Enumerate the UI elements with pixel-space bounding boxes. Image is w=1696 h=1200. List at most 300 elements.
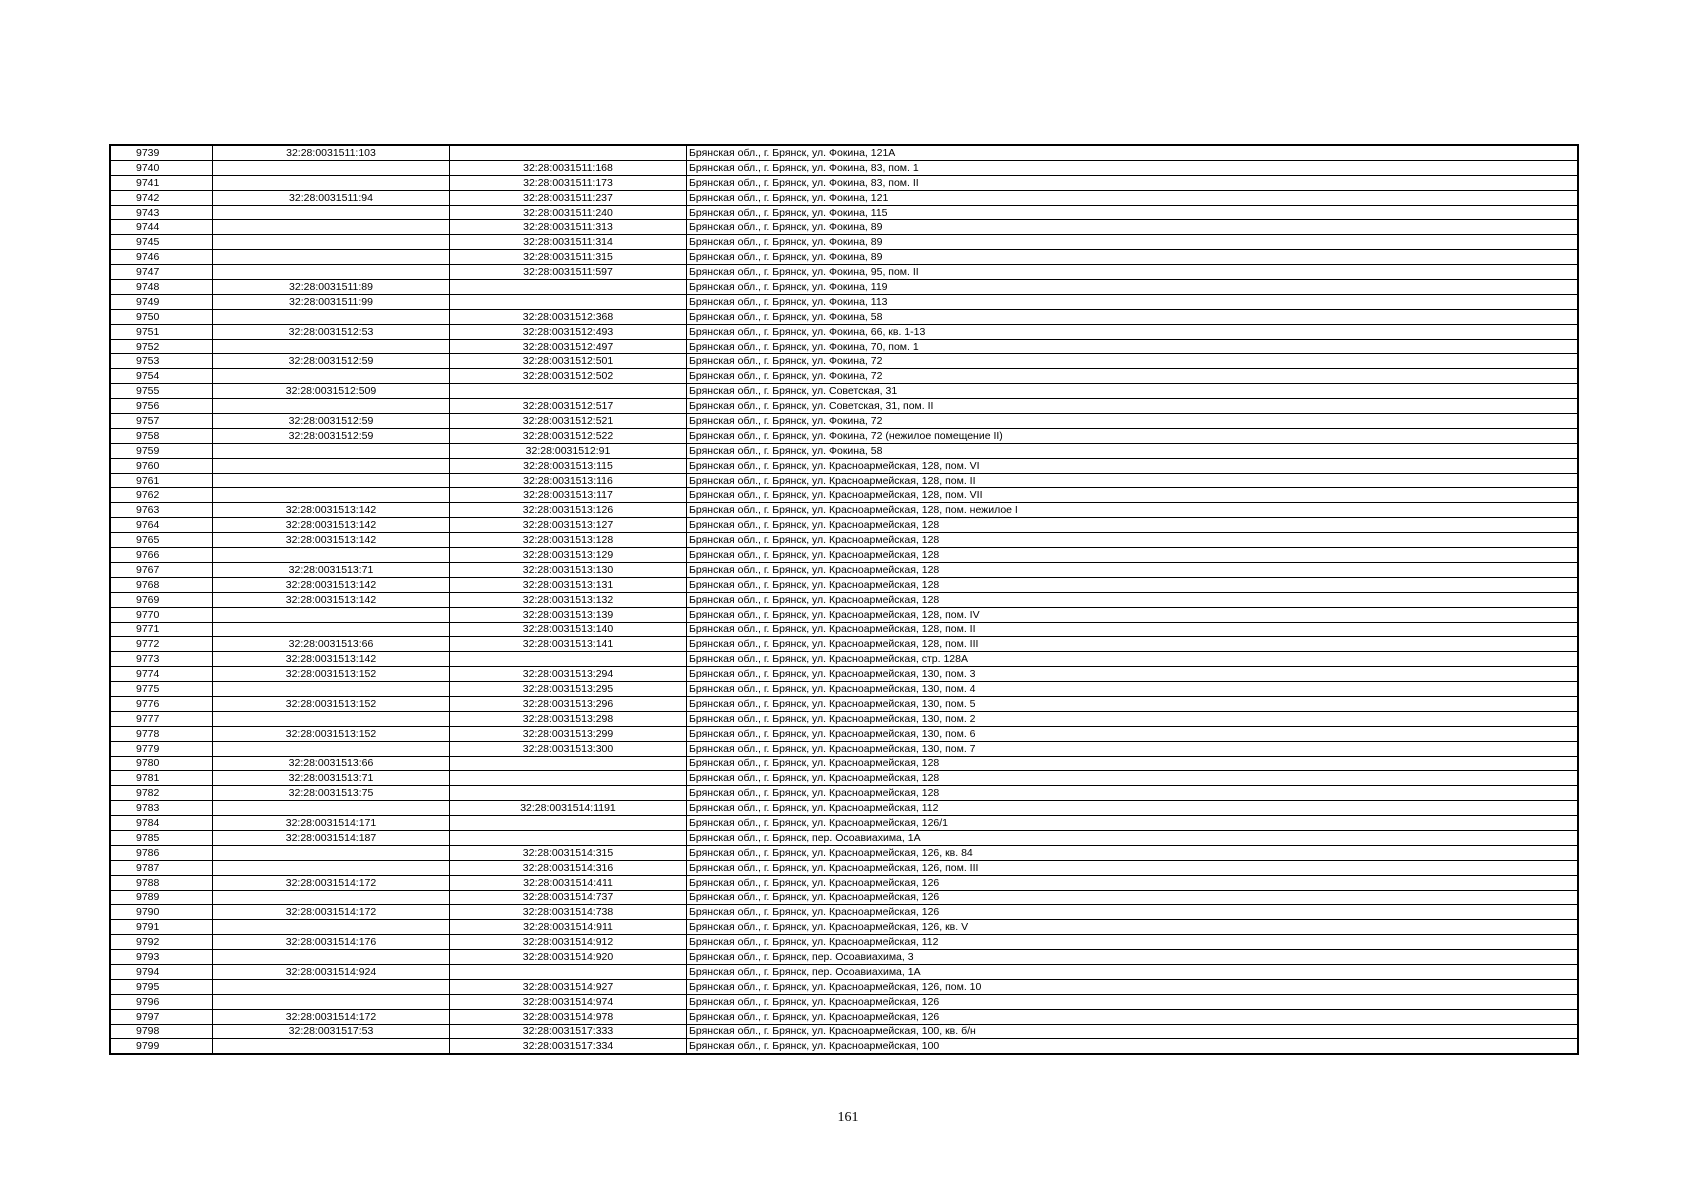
- table-row: [110, 786, 1578, 801]
- table-row: [110, 682, 1578, 697]
- table-row: [110, 726, 1578, 741]
- parcel-number-cell: 32:28:0031514:187: [213, 830, 450, 845]
- parcel-number-cell: 32:28:0031514:172: [213, 905, 450, 920]
- table-row: [110, 950, 1578, 965]
- address-cell: Брянская обл., г. Брянск, ул. Фокина, 115: [687, 205, 1579, 220]
- object-number-cell: 32:28:0031513:126: [450, 503, 687, 518]
- object-number-cell: 32:28:0031513:141: [450, 637, 687, 652]
- address-cell: Брянская обл., г. Брянск, пер. Осоавиахима, 1А: [687, 830, 1579, 845]
- row-number-cell: 9744: [110, 220, 213, 235]
- address-cell: Брянская обл., г. Брянск, ул. Красноармейская, 128: [687, 771, 1579, 786]
- address-cell: Брянская обл., г. Брянск, ул. Фокина, 70, пом. 1: [687, 339, 1579, 354]
- page-number: 161: [837, 1110, 859, 1125]
- parcel-number-cell: 32:28:0031513:66: [213, 756, 450, 771]
- object-number-cell: [450, 145, 687, 160]
- parcel-number-cell: 32:28:0031513:152: [213, 696, 450, 711]
- address-cell: Брянская обл., г. Брянск, ул. Красноармейская, 128: [687, 518, 1579, 533]
- table-row: [110, 562, 1578, 577]
- address-cell: Брянская обл., г. Брянск, ул. Красноармейская, 130, пом. 6: [687, 726, 1579, 741]
- parcel-number-cell: 32:28:0031512:59: [213, 354, 450, 369]
- address-cell: Брянская обл., г. Брянск, ул. Красноармейская, 128: [687, 786, 1579, 801]
- row-number-cell: 9765: [110, 533, 213, 548]
- row-number-cell: 9768: [110, 577, 213, 592]
- table-row: [110, 145, 1578, 160]
- address-cell: Брянская обл., г. Брянск, ул. Фокина, 72 (нежилое помещение II): [687, 428, 1579, 443]
- parcel-number-cell: 32:28:0031511:94: [213, 190, 450, 205]
- row-number-cell: 9750: [110, 309, 213, 324]
- address-cell: Брянская обл., г. Брянск, ул. Красноармейская, 130, пом. 2: [687, 711, 1579, 726]
- address-cell: Брянская обл., г. Брянск, ул. Красноармейская, 126: [687, 905, 1579, 920]
- address-cell: Брянская обл., г. Брянск, ул. Красноармейская, 126, кв. 84: [687, 845, 1579, 860]
- row-number-cell: 9764: [110, 518, 213, 533]
- parcel-number-cell: [213, 682, 450, 697]
- address-cell: Брянская обл., г. Брянск, ул. Красноармейская, 130, пом. 4: [687, 682, 1579, 697]
- address-cell: Брянская обл., г. Брянск, ул. Красноармейская, 100, кв. б/н: [687, 1024, 1579, 1039]
- object-number-cell: 32:28:0031512:501: [450, 354, 687, 369]
- row-number-cell: 9751: [110, 324, 213, 339]
- object-number-cell: 32:28:0031511:313: [450, 220, 687, 235]
- object-number-cell: 32:28:0031511:315: [450, 250, 687, 265]
- table-row: [110, 250, 1578, 265]
- parcel-number-cell: 32:28:0031513:142: [213, 592, 450, 607]
- address-cell: Брянская обл., г. Брянск, ул. Красноармейская, 126, кв. V: [687, 920, 1579, 935]
- object-number-cell: 32:28:0031514:927: [450, 979, 687, 994]
- row-number-cell: 9756: [110, 399, 213, 414]
- table-row: [110, 637, 1578, 652]
- row-number-cell: 9761: [110, 473, 213, 488]
- parcel-number-cell: 32:28:0031513:71: [213, 562, 450, 577]
- address-cell: Брянская обл., г. Брянск, ул. Красноармейская, 126: [687, 875, 1579, 890]
- table-row: [110, 324, 1578, 339]
- table-row: [110, 756, 1578, 771]
- address-cell: Брянская обл., г. Брянск, ул. Фокина, 89: [687, 235, 1579, 250]
- table-row: [110, 488, 1578, 503]
- row-number-cell: 9759: [110, 443, 213, 458]
- object-number-cell: 32:28:0031512:91: [450, 443, 687, 458]
- registry-table: [109, 144, 1579, 1055]
- address-cell: Брянская обл., г. Брянск, ул. Красноармейская, 128, пом. II: [687, 473, 1579, 488]
- parcel-number-cell: [213, 369, 450, 384]
- parcel-number-cell: 32:28:0031511:103: [213, 145, 450, 160]
- row-number-cell: 9787: [110, 860, 213, 875]
- parcel-number-cell: 32:28:0031517:53: [213, 1024, 450, 1039]
- object-number-cell: [450, 294, 687, 309]
- table-row: [110, 890, 1578, 905]
- object-number-cell: [450, 816, 687, 831]
- object-number-cell: 32:28:0031514:920: [450, 950, 687, 965]
- row-number-cell: 9777: [110, 711, 213, 726]
- address-cell: Брянская обл., г. Брянск, ул. Красноармейская, 128, пом. II: [687, 622, 1579, 637]
- table-row: [110, 577, 1578, 592]
- address-cell: Брянская обл., г. Брянск, ул. Красноармейская, 128, пом. нежилое I: [687, 503, 1579, 518]
- object-number-cell: 32:28:0031511:240: [450, 205, 687, 220]
- row-number-cell: 9769: [110, 592, 213, 607]
- row-number-cell: 9771: [110, 622, 213, 637]
- object-number-cell: 32:28:0031513:116: [450, 473, 687, 488]
- parcel-number-cell: 32:28:0031513:142: [213, 652, 450, 667]
- table-row: [110, 309, 1578, 324]
- address-cell: Брянская обл., г. Брянск, ул. Красноармейская, 126, пом. III: [687, 860, 1579, 875]
- table-row: [110, 190, 1578, 205]
- object-number-cell: 32:28:0031514:974: [450, 994, 687, 1009]
- address-cell: Брянская обл., г. Брянск, ул. Фокина, 121: [687, 190, 1579, 205]
- parcel-number-cell: [213, 443, 450, 458]
- object-number-cell: 32:28:0031511:168: [450, 160, 687, 175]
- address-cell: Брянская обл., г. Брянск, ул. Советская, 31: [687, 384, 1579, 399]
- parcel-number-cell: [213, 175, 450, 190]
- address-cell: Брянская обл., г. Брянск, ул. Красноармейская, 128: [687, 562, 1579, 577]
- object-number-cell: 32:28:0031517:334: [450, 1039, 687, 1054]
- address-cell: Брянская обл., г. Брянск, ул. Фокина, 89: [687, 250, 1579, 265]
- row-number-cell: 9795: [110, 979, 213, 994]
- parcel-number-cell: [213, 220, 450, 235]
- table-row: [110, 816, 1578, 831]
- address-cell: Брянская обл., г. Брянск, ул. Красноармейская, 112: [687, 935, 1579, 950]
- object-number-cell: 32:28:0031513:294: [450, 667, 687, 682]
- object-number-cell: 32:28:0031514:411: [450, 875, 687, 890]
- parcel-number-cell: 32:28:0031511:99: [213, 294, 450, 309]
- table-row: [110, 607, 1578, 622]
- table-row: [110, 414, 1578, 429]
- parcel-number-cell: 32:28:0031513:75: [213, 786, 450, 801]
- table-row: [110, 592, 1578, 607]
- table-row: [110, 711, 1578, 726]
- row-number-cell: 9799: [110, 1039, 213, 1054]
- object-number-cell: 32:28:0031513:115: [450, 458, 687, 473]
- parcel-number-cell: 32:28:0031513:66: [213, 637, 450, 652]
- row-number-cell: 9740: [110, 160, 213, 175]
- address-cell: Брянская обл., г. Брянск, ул. Фокина, 72: [687, 369, 1579, 384]
- parcel-number-cell: [213, 473, 450, 488]
- address-cell: Брянская обл., г. Брянск, ул. Фокина, 83, пом. 1: [687, 160, 1579, 175]
- table-row: [110, 1009, 1578, 1024]
- address-cell: Брянская обл., г. Брянск, ул. Фокина, 72: [687, 414, 1579, 429]
- table-row: [110, 860, 1578, 875]
- table-row: [110, 339, 1578, 354]
- row-number-cell: 9757: [110, 414, 213, 429]
- address-cell: Брянская обл., г. Брянск, пер. Осоавиахима, 1А: [687, 964, 1579, 979]
- parcel-number-cell: [213, 488, 450, 503]
- address-cell: Брянская обл., г. Брянск, ул. Красноармейская, 128: [687, 533, 1579, 548]
- address-cell: Брянская обл., г. Брянск, пер. Осоавиахима, 3: [687, 950, 1579, 965]
- row-number-cell: 9780: [110, 756, 213, 771]
- row-number-cell: 9779: [110, 741, 213, 756]
- parcel-number-cell: 32:28:0031512:53: [213, 324, 450, 339]
- object-number-cell: [450, 280, 687, 295]
- parcel-number-cell: [213, 1039, 450, 1054]
- object-number-cell: [450, 384, 687, 399]
- address-cell: Брянская обл., г. Брянск, ул. Красноармейская, 126: [687, 1009, 1579, 1024]
- address-cell: Брянская обл., г. Брянск, ул. Красноармейская, 126: [687, 890, 1579, 905]
- parcel-number-cell: 32:28:0031513:142: [213, 518, 450, 533]
- parcel-number-cell: 32:28:0031513:152: [213, 667, 450, 682]
- address-cell: Брянская обл., г. Брянск, ул. Красноармейская, 128, пом. VI: [687, 458, 1579, 473]
- object-number-cell: [450, 756, 687, 771]
- object-number-cell: 32:28:0031514:737: [450, 890, 687, 905]
- address-cell: Брянская обл., г. Брянск, ул. Фокина, 58: [687, 443, 1579, 458]
- parcel-number-cell: 32:28:0031512:59: [213, 428, 450, 443]
- parcel-number-cell: [213, 950, 450, 965]
- table-row: [110, 979, 1578, 994]
- table-row: [110, 533, 1578, 548]
- table-row: [110, 428, 1578, 443]
- address-cell: Брянская обл., г. Брянск, ул. Красноармейская, 128: [687, 756, 1579, 771]
- parcel-number-cell: 32:28:0031513:142: [213, 503, 450, 518]
- row-number-cell: 9772: [110, 637, 213, 652]
- parcel-number-cell: 32:28:0031514:172: [213, 1009, 450, 1024]
- table-row: [110, 920, 1578, 935]
- object-number-cell: 32:28:0031513:139: [450, 607, 687, 622]
- address-cell: Брянская обл., г. Брянск, ул. Фокина, 119: [687, 280, 1579, 295]
- address-cell: Брянская обл., г. Брянск, ул. Фокина, 95, пом. II: [687, 265, 1579, 280]
- table-row: [110, 235, 1578, 250]
- row-number-cell: 9778: [110, 726, 213, 741]
- object-number-cell: 32:28:0031513:299: [450, 726, 687, 741]
- object-number-cell: [450, 964, 687, 979]
- address-cell: Брянская обл., г. Брянск, ул. Красноармейская, 128: [687, 577, 1579, 592]
- address-cell: Брянская обл., г. Брянск, ул. Красноармейская, 128, пом. IV: [687, 607, 1579, 622]
- parcel-number-cell: [213, 845, 450, 860]
- row-number-cell: 9762: [110, 488, 213, 503]
- row-number-cell: 9770: [110, 607, 213, 622]
- object-number-cell: [450, 652, 687, 667]
- parcel-number-cell: [213, 860, 450, 875]
- parcel-number-cell: [213, 607, 450, 622]
- row-number-cell: 9797: [110, 1009, 213, 1024]
- address-cell: Брянская обл., г. Брянск, ул. Красноармейская, 130, пом. 3: [687, 667, 1579, 682]
- parcel-number-cell: [213, 979, 450, 994]
- object-number-cell: 32:28:0031514:738: [450, 905, 687, 920]
- row-number-cell: 9746: [110, 250, 213, 265]
- parcel-number-cell: [213, 622, 450, 637]
- row-number-cell: 9749: [110, 294, 213, 309]
- address-cell: Брянская обл., г. Брянск, ул. Красноармейская, 112: [687, 801, 1579, 816]
- object-number-cell: 32:28:0031512:493: [450, 324, 687, 339]
- table-row: [110, 503, 1578, 518]
- row-number-cell: 9794: [110, 964, 213, 979]
- table-row: [110, 399, 1578, 414]
- parcel-number-cell: [213, 160, 450, 175]
- object-number-cell: 32:28:0031513:130: [450, 562, 687, 577]
- table-body: [110, 145, 1578, 1054]
- parcel-number-cell: 32:28:0031512:509: [213, 384, 450, 399]
- object-number-cell: 32:28:0031513:140: [450, 622, 687, 637]
- table-row: [110, 369, 1578, 384]
- row-number-cell: 9788: [110, 875, 213, 890]
- table-row: [110, 771, 1578, 786]
- table-row: [110, 205, 1578, 220]
- parcel-number-cell: 32:28:0031514:924: [213, 964, 450, 979]
- table-row: [110, 1024, 1578, 1039]
- row-number-cell: 9773: [110, 652, 213, 667]
- row-number-cell: 9745: [110, 235, 213, 250]
- address-cell: Брянская обл., г. Брянск, ул. Красноармейская, 128, пом. III: [687, 637, 1579, 652]
- parcel-number-cell: [213, 741, 450, 756]
- parcel-number-cell: [213, 399, 450, 414]
- object-number-cell: 32:28:0031512:521: [450, 414, 687, 429]
- object-number-cell: 32:28:0031513:132: [450, 592, 687, 607]
- row-number-cell: 9753: [110, 354, 213, 369]
- parcel-number-cell: [213, 890, 450, 905]
- row-number-cell: 9784: [110, 816, 213, 831]
- address-cell: Брянская обл., г. Брянск, ул. Фокина, 83, пом. II: [687, 175, 1579, 190]
- parcel-number-cell: 32:28:0031514:171: [213, 816, 450, 831]
- table-row: [110, 741, 1578, 756]
- table-row: [110, 622, 1578, 637]
- parcel-number-cell: 32:28:0031512:59: [213, 414, 450, 429]
- object-number-cell: 32:28:0031513:117: [450, 488, 687, 503]
- table-row: [110, 458, 1578, 473]
- address-cell: Брянская обл., г. Брянск, ул. Фокина, 58: [687, 309, 1579, 324]
- row-number-cell: 9763: [110, 503, 213, 518]
- address-cell: Брянская обл., г. Брянск, ул. Фокина, 66, кв. 1-13: [687, 324, 1579, 339]
- address-cell: Брянская обл., г. Брянск, ул. Красноармейская, стр. 128А: [687, 652, 1579, 667]
- row-number-cell: 9798: [110, 1024, 213, 1039]
- object-number-cell: 32:28:0031513:127: [450, 518, 687, 533]
- row-number-cell: 9793: [110, 950, 213, 965]
- parcel-number-cell: [213, 339, 450, 354]
- object-number-cell: 32:28:0031512:517: [450, 399, 687, 414]
- row-number-cell: 9741: [110, 175, 213, 190]
- parcel-number-cell: [213, 920, 450, 935]
- table-row: [110, 443, 1578, 458]
- table-row: [110, 1039, 1578, 1054]
- object-number-cell: 32:28:0031514:978: [450, 1009, 687, 1024]
- address-cell: Брянская обл., г. Брянск, ул. Красноармейская, 130, пом. 5: [687, 696, 1579, 711]
- object-number-cell: 32:28:0031512:497: [450, 339, 687, 354]
- row-number-cell: 9796: [110, 994, 213, 1009]
- parcel-number-cell: [213, 548, 450, 563]
- object-number-cell: 32:28:0031514:316: [450, 860, 687, 875]
- object-number-cell: 32:28:0031514:1191: [450, 801, 687, 816]
- row-number-cell: 9790: [110, 905, 213, 920]
- row-number-cell: 9792: [110, 935, 213, 950]
- object-number-cell: 32:28:0031513:295: [450, 682, 687, 697]
- row-number-cell: 9752: [110, 339, 213, 354]
- object-number-cell: 32:28:0031511:173: [450, 175, 687, 190]
- table-row: [110, 265, 1578, 280]
- table-row: [110, 875, 1578, 890]
- table-row: [110, 294, 1578, 309]
- table-row: [110, 905, 1578, 920]
- object-number-cell: 32:28:0031513:129: [450, 548, 687, 563]
- row-number-cell: 9760: [110, 458, 213, 473]
- row-number-cell: 9742: [110, 190, 213, 205]
- parcel-number-cell: [213, 801, 450, 816]
- row-number-cell: 9776: [110, 696, 213, 711]
- address-cell: Брянская обл., г. Брянск, ул. Фокина, 113: [687, 294, 1579, 309]
- table-row: [110, 830, 1578, 845]
- row-number-cell: 9783: [110, 801, 213, 816]
- table-row: [110, 935, 1578, 950]
- object-number-cell: 32:28:0031514:912: [450, 935, 687, 950]
- row-number-cell: 9789: [110, 890, 213, 905]
- parcel-number-cell: 32:28:0031514:176: [213, 935, 450, 950]
- parcel-number-cell: 32:28:0031511:89: [213, 280, 450, 295]
- parcel-number-cell: [213, 250, 450, 265]
- parcel-number-cell: 32:28:0031513:152: [213, 726, 450, 741]
- table-row: [110, 845, 1578, 860]
- row-number-cell: 9739: [110, 145, 213, 160]
- address-cell: Брянская обл., г. Брянск, ул. Советская, 31, пом. II: [687, 399, 1579, 414]
- row-number-cell: 9785: [110, 830, 213, 845]
- object-number-cell: [450, 771, 687, 786]
- parcel-number-cell: [213, 458, 450, 473]
- parcel-number-cell: 32:28:0031513:142: [213, 533, 450, 548]
- table-row: [110, 801, 1578, 816]
- parcel-number-cell: [213, 994, 450, 1009]
- row-number-cell: 9774: [110, 667, 213, 682]
- table-row: [110, 160, 1578, 175]
- address-cell: Брянская обл., г. Брянск, ул. Красноармейская, 100: [687, 1039, 1579, 1054]
- parcel-number-cell: 32:28:0031513:142: [213, 577, 450, 592]
- object-number-cell: 32:28:0031517:333: [450, 1024, 687, 1039]
- row-number-cell: 9786: [110, 845, 213, 860]
- row-number-cell: 9743: [110, 205, 213, 220]
- row-number-cell: 9747: [110, 265, 213, 280]
- table-row: [110, 354, 1578, 369]
- object-number-cell: 32:28:0031514:911: [450, 920, 687, 935]
- row-number-cell: 9766: [110, 548, 213, 563]
- address-cell: Брянская обл., г. Брянск, ул. Красноармейская, 126/1: [687, 816, 1579, 831]
- parcel-number-cell: [213, 205, 450, 220]
- object-number-cell: 32:28:0031511:597: [450, 265, 687, 280]
- object-number-cell: 32:28:0031513:296: [450, 696, 687, 711]
- object-number-cell: 32:28:0031513:298: [450, 711, 687, 726]
- parcel-number-cell: 32:28:0031514:172: [213, 875, 450, 890]
- parcel-number-cell: 32:28:0031513:71: [213, 771, 450, 786]
- table-row: [110, 652, 1578, 667]
- parcel-number-cell: [213, 309, 450, 324]
- address-cell: Брянская обл., г. Брянск, ул. Красноармейская, 130, пом. 7: [687, 741, 1579, 756]
- parcel-number-cell: [213, 711, 450, 726]
- object-number-cell: [450, 786, 687, 801]
- table-row: [110, 667, 1578, 682]
- parcel-number-cell: [213, 265, 450, 280]
- row-number-cell: 9754: [110, 369, 213, 384]
- table-row: [110, 220, 1578, 235]
- address-cell: Брянская обл., г. Брянск, ул. Красноармейская, 126: [687, 994, 1579, 1009]
- row-number-cell: 9782: [110, 786, 213, 801]
- row-number-cell: 9781: [110, 771, 213, 786]
- object-number-cell: 32:28:0031513:131: [450, 577, 687, 592]
- table-row: [110, 696, 1578, 711]
- address-cell: Брянская обл., г. Брянск, ул. Фокина, 89: [687, 220, 1579, 235]
- table-row: [110, 994, 1578, 1009]
- object-number-cell: 32:28:0031512:502: [450, 369, 687, 384]
- row-number-cell: 9767: [110, 562, 213, 577]
- object-number-cell: 32:28:0031512:368: [450, 309, 687, 324]
- table-row: [110, 384, 1578, 399]
- object-number-cell: 32:28:0031511:237: [450, 190, 687, 205]
- address-cell: Брянская обл., г. Брянск, ул. Красноармейская, 128: [687, 592, 1579, 607]
- table-row: [110, 548, 1578, 563]
- address-cell: Брянская обл., г. Брянск, ул. Красноармейская, 128, пом. VII: [687, 488, 1579, 503]
- object-number-cell: [450, 830, 687, 845]
- table-row: [110, 280, 1578, 295]
- address-cell: Брянская обл., г. Брянск, ул. Красноармейская, 126, пом. 10: [687, 979, 1579, 994]
- address-cell: Брянская обл., г. Брянск, ул. Красноармейская, 128: [687, 548, 1579, 563]
- address-cell: Брянская обл., г. Брянск, ул. Фокина, 121А: [687, 145, 1579, 160]
- table-row: [110, 964, 1578, 979]
- object-number-cell: 32:28:0031511:314: [450, 235, 687, 250]
- row-number-cell: 9758: [110, 428, 213, 443]
- row-number-cell: 9748: [110, 280, 213, 295]
- object-number-cell: 32:28:0031512:522: [450, 428, 687, 443]
- row-number-cell: 9791: [110, 920, 213, 935]
- row-number-cell: 9755: [110, 384, 213, 399]
- object-number-cell: 32:28:0031514:315: [450, 845, 687, 860]
